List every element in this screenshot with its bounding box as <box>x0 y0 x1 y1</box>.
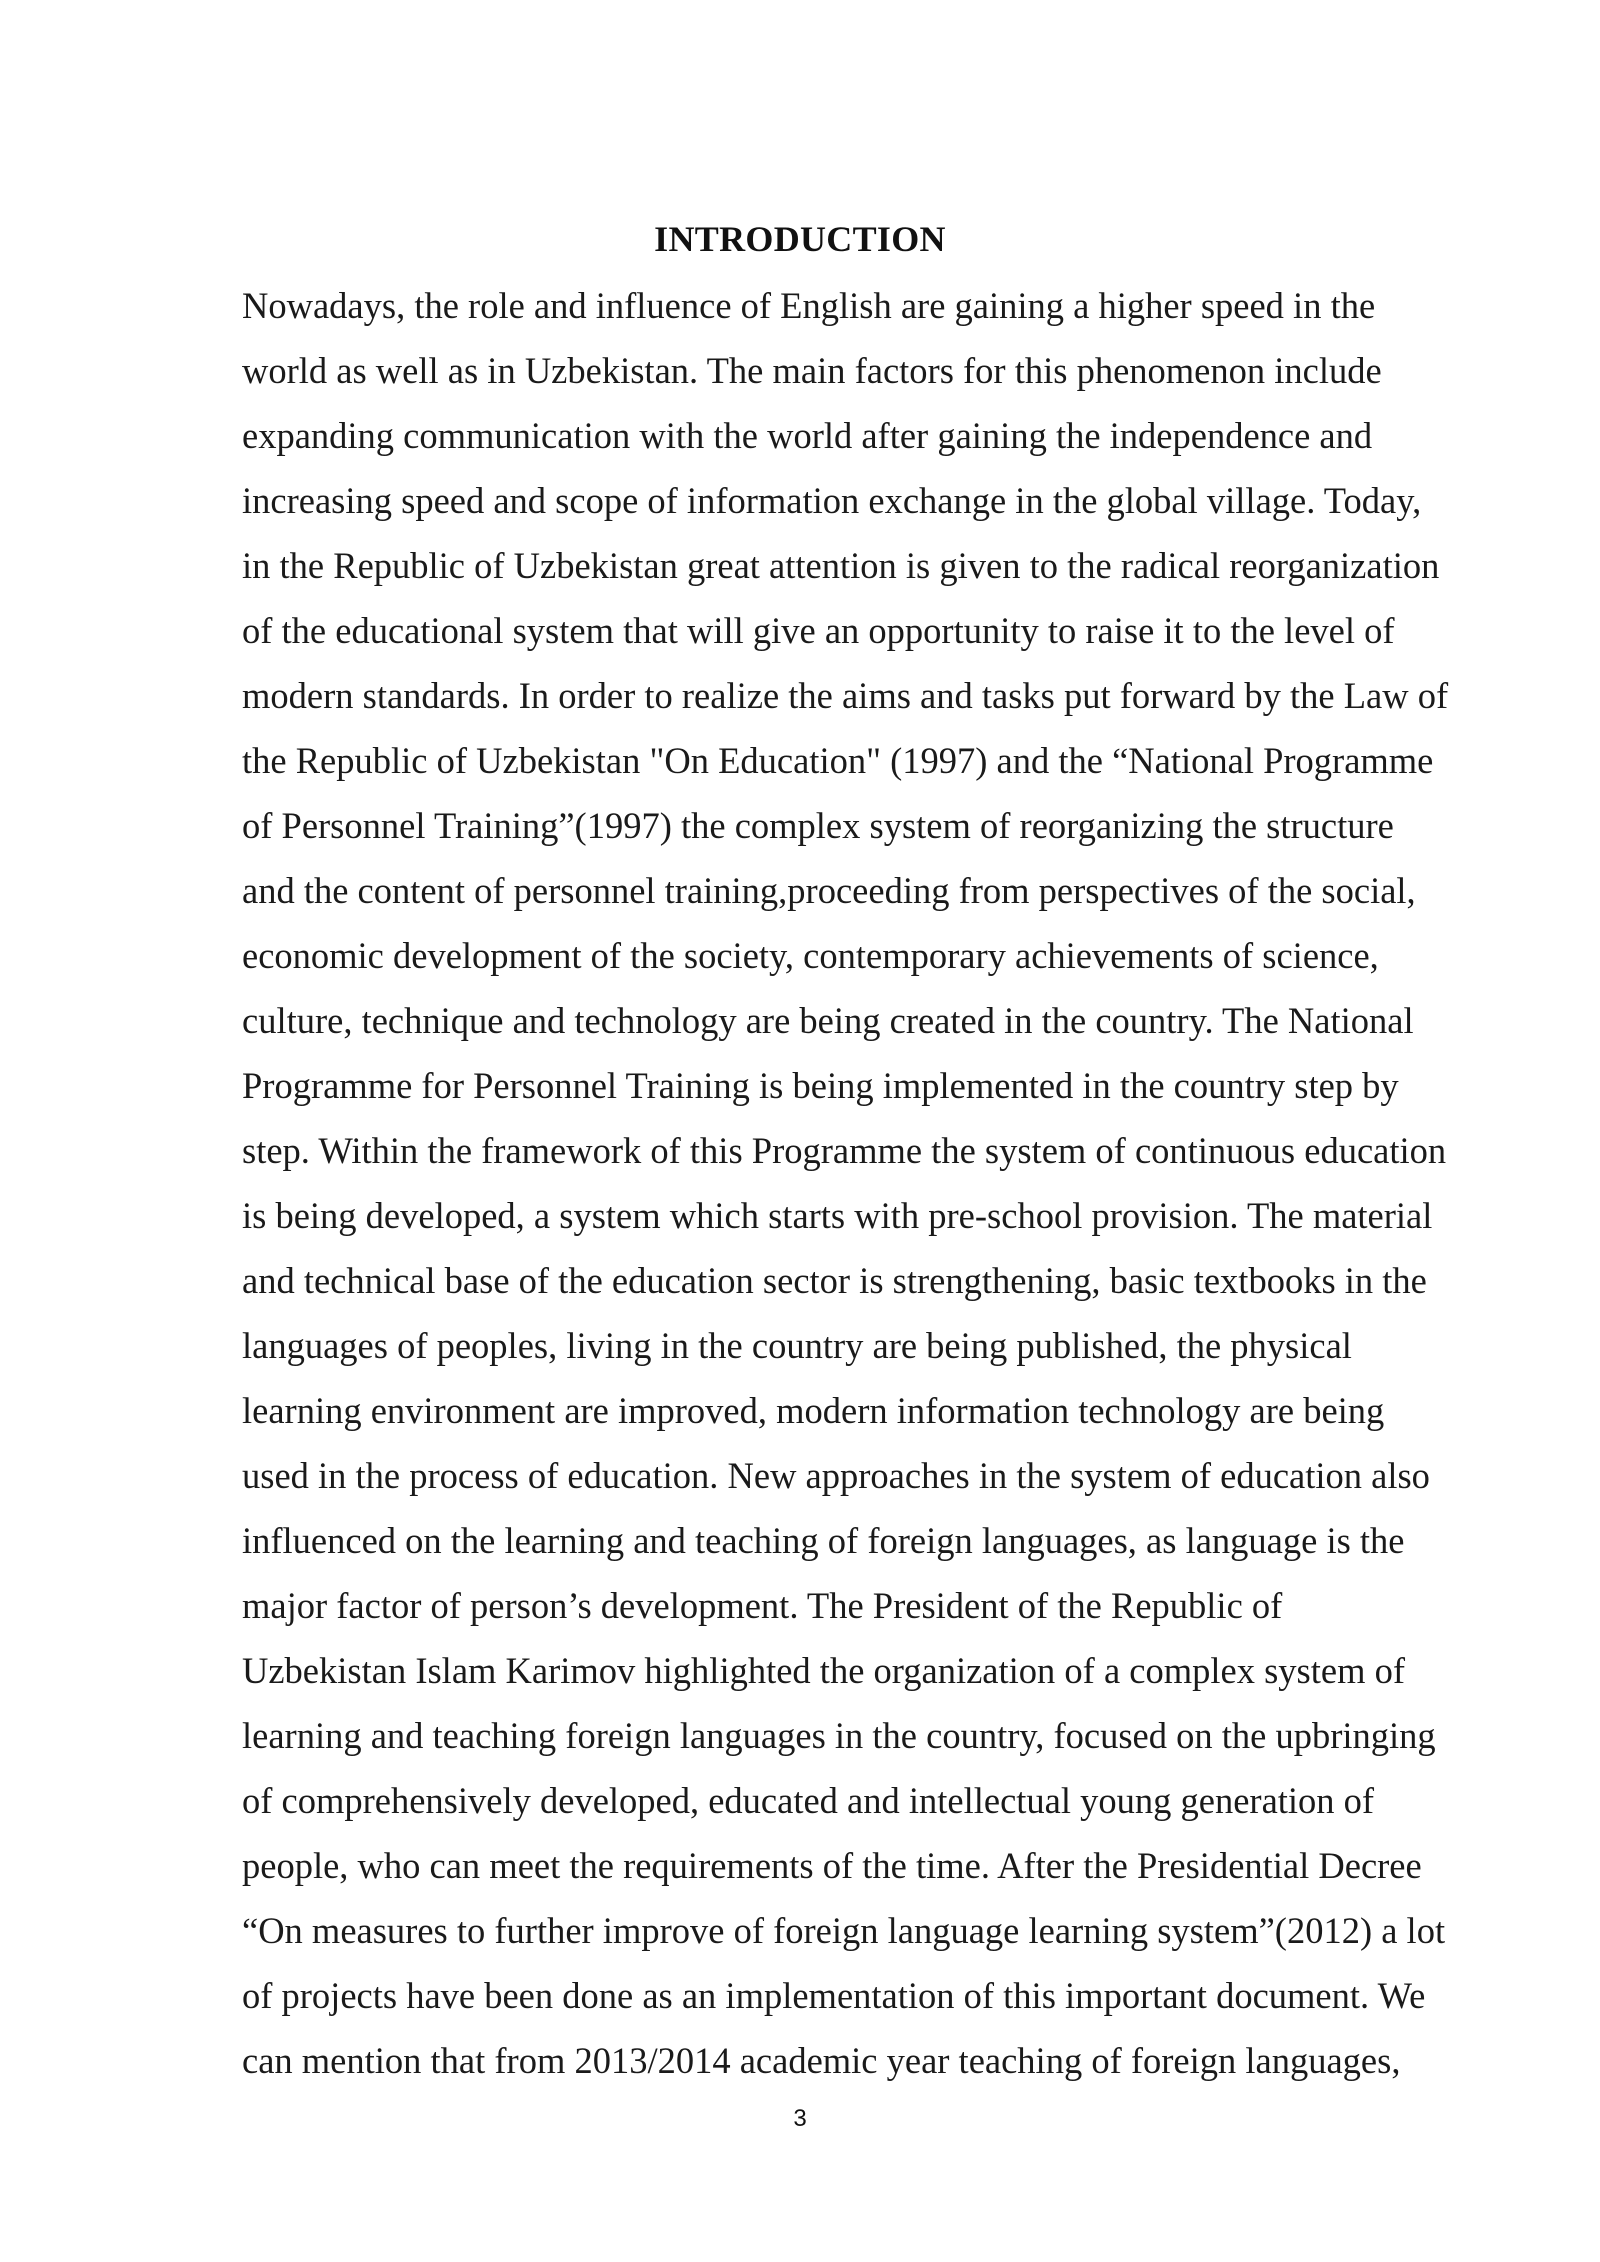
text-line: of projects have been done as an implementation of this important document. We <box>242 1975 1426 2016</box>
text-line: is being developed, a system which starts with pre-school provision. The material <box>242 1195 1433 1236</box>
text-line: influenced on the learning and teaching of foreign languages, as language is the <box>242 1520 1405 1561</box>
text-line: Programme for Personnel Training is being implemented in the country step by <box>242 1065 1399 1106</box>
text-line: people, who can meet the requirements of the time. After the Presidential Decree <box>242 1845 1422 1886</box>
text-line: used in the process of education. New approaches in the system of education also <box>242 1455 1430 1496</box>
text-line: increasing speed and scope of information exchange in the global village. Today, <box>242 480 1422 521</box>
text-line: “On measures to further improve of foreign language learning system”(2012) a lot <box>242 1910 1446 1951</box>
text-line: modern standards. In order to realize the aims and tasks put forward by the Law of <box>242 675 1449 716</box>
text-line: major factor of person’s development. The President of the Republic of <box>242 1585 1283 1626</box>
text-line: learning and teaching foreign languages in the country, focused on the upbringing <box>242 1715 1436 1756</box>
text-line: in the Republic of Uzbekistan great attention is given to the radical reorganization <box>242 545 1440 586</box>
text-line: expanding communication with the world after gaining the independence and <box>242 415 1373 456</box>
text-line: Nowadays, the role and influence of English are gaining a higher speed in the <box>242 285 1376 326</box>
text-line: culture, technique and technology are being created in the country. The National <box>242 1000 1414 1041</box>
section-heading: INTRODUCTION <box>654 219 946 259</box>
text-line: of the educational system that will give an opportunity to raise it to the level of <box>242 610 1395 651</box>
text-line: of comprehensively developed, educated and intellectual young generation of <box>242 1780 1375 1821</box>
text-line: learning environment are improved, modern information technology are being <box>242 1390 1385 1431</box>
text-line: world as well as in Uzbekistan. The main factors for this phenomenon include <box>242 350 1382 391</box>
text-line: languages of peoples, living in the country are being published, the physical <box>242 1325 1352 1366</box>
text-line: and the content of personnel training,proceeding from perspectives of the social, <box>242 870 1416 911</box>
text-line: the Republic of Uzbekistan "On Education" (1997) and the “National Programme <box>242 740 1434 781</box>
text-line: step. Within the framework of this Programme the system of continuous education <box>242 1130 1447 1171</box>
page-number: 3 <box>793 2105 807 2132</box>
text-line: of Personnel Training”(1997) the complex system of reorganizing the structure <box>242 805 1394 846</box>
body-paragraph <box>242 281 1502 2101</box>
text-line: Uzbekistan Islam Karimov highlighted the organization of a complex system of <box>242 1650 1405 1691</box>
text-line: and technical base of the education sector is strengthening, basic textbooks in the <box>242 1260 1427 1301</box>
text-line: economic development of the society, contemporary achievements of science, <box>242 935 1379 976</box>
text-line: can mention that from 2013/2014 academic year teaching of foreign languages, <box>242 2040 1401 2081</box>
